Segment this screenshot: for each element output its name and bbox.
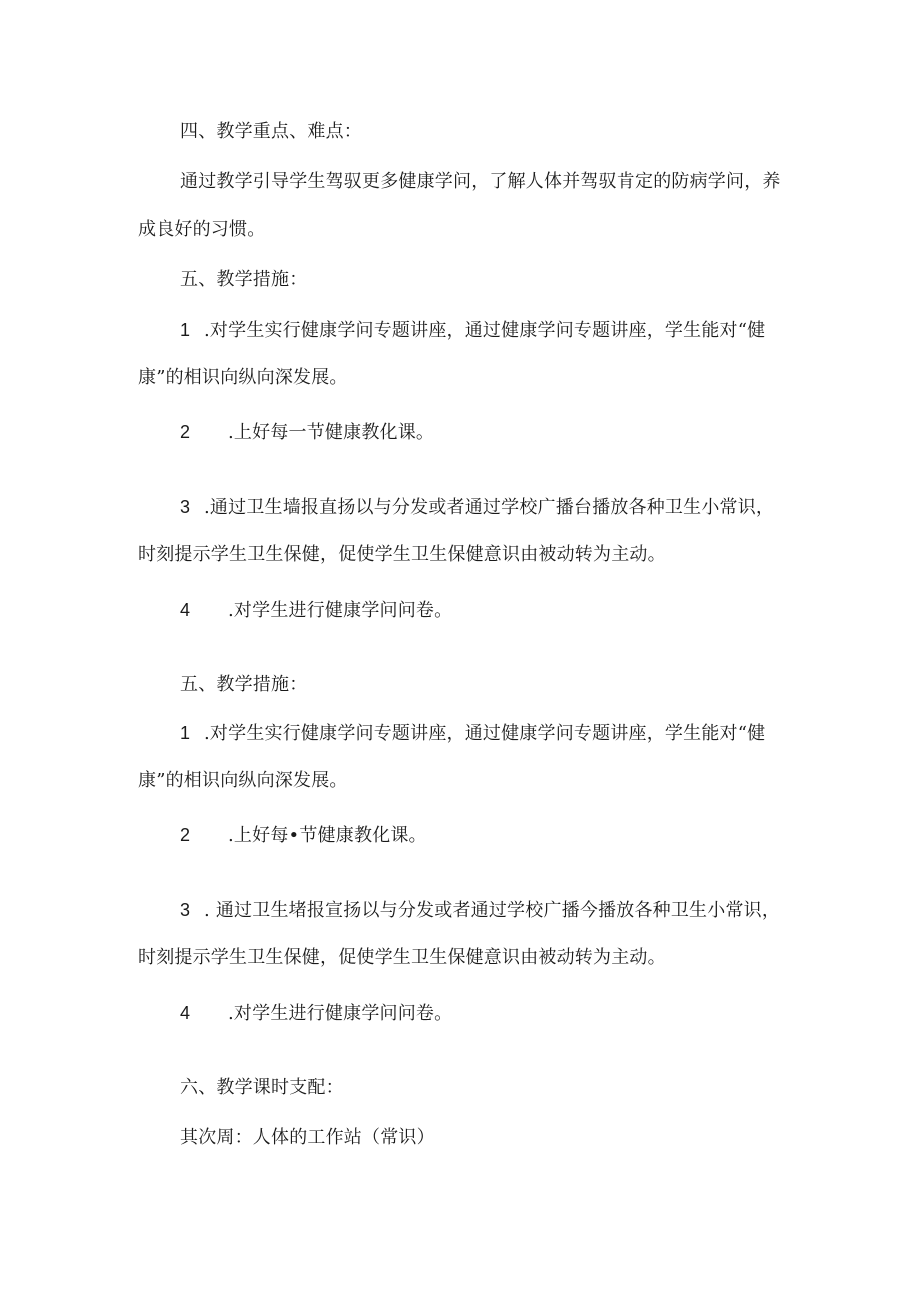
heading-teaching-focus: 四、教学重点、难点：	[180, 121, 362, 142]
list-item	[180, 898, 780, 923]
list-text: .对学生实行健康学问专题讲座，通过健康学问专题讲座，学生能对“健	[204, 320, 766, 341]
list-text: . 通过卫生堵报宣扬以与分发或者通过学校广播今播放各种卫生小常识，	[204, 900, 781, 921]
list-number: 2	[180, 422, 191, 442]
list-text: .对学生进行健康学问问卷。	[228, 600, 453, 621]
list-item	[180, 823, 427, 848]
list-item-continuation: 康”的相识向纵向深发展。	[138, 770, 348, 791]
list-number: 2	[180, 825, 191, 845]
list-number: 1	[180, 723, 191, 743]
list-item	[180, 420, 434, 445]
list-text: .上好每一节健康教化课。	[228, 422, 435, 443]
schedule-entry: 其次周：人体的工作站（常识）	[180, 1127, 435, 1148]
paragraph-line: 通过教学引导学生驾驭更多健康学问，了解人体并驾驭肯定的防病学问，养	[180, 171, 781, 192]
list-item	[180, 318, 765, 343]
list-item	[180, 495, 774, 520]
list-number: 4	[180, 600, 191, 620]
paragraph-line: 成良好的习惯。	[138, 219, 266, 240]
heading-teaching-measures: 五、教学措施：	[180, 269, 308, 290]
list-number: 3	[180, 497, 191, 517]
list-item-continuation: 时刻提示学生卫生保健，促使学生卫生保健意识由被动转为主动。	[138, 947, 666, 968]
list-item-continuation: 康”的相识向纵向深发展。	[138, 367, 348, 388]
heading-teaching-measures-repeat: 五、教学措施：	[180, 674, 308, 695]
list-text: .对学生进行健康学问问卷。	[228, 1003, 453, 1024]
list-item	[180, 598, 452, 623]
list-number: 4	[180, 1003, 191, 1023]
list-number: 1	[180, 320, 191, 340]
list-item-continuation: 时刻提示学生卫生保健，促使学生卫生保健意识由被动转为主动。	[138, 544, 666, 565]
heading-lesson-schedule: 六、教学课时支配：	[180, 1077, 344, 1098]
list-item	[180, 1001, 452, 1026]
list-text: .对学生实行健康学问专题讲座，通过健康学问专题讲座，学生能对“健	[204, 723, 766, 744]
list-text: .通过卫生墙报直扬以与分发或者通过学校广播台播放各种卫生小常识，	[204, 497, 775, 518]
list-text: .上好每•节健康教化课。	[228, 825, 427, 846]
list-item	[180, 721, 765, 746]
list-number: 3	[180, 900, 191, 920]
